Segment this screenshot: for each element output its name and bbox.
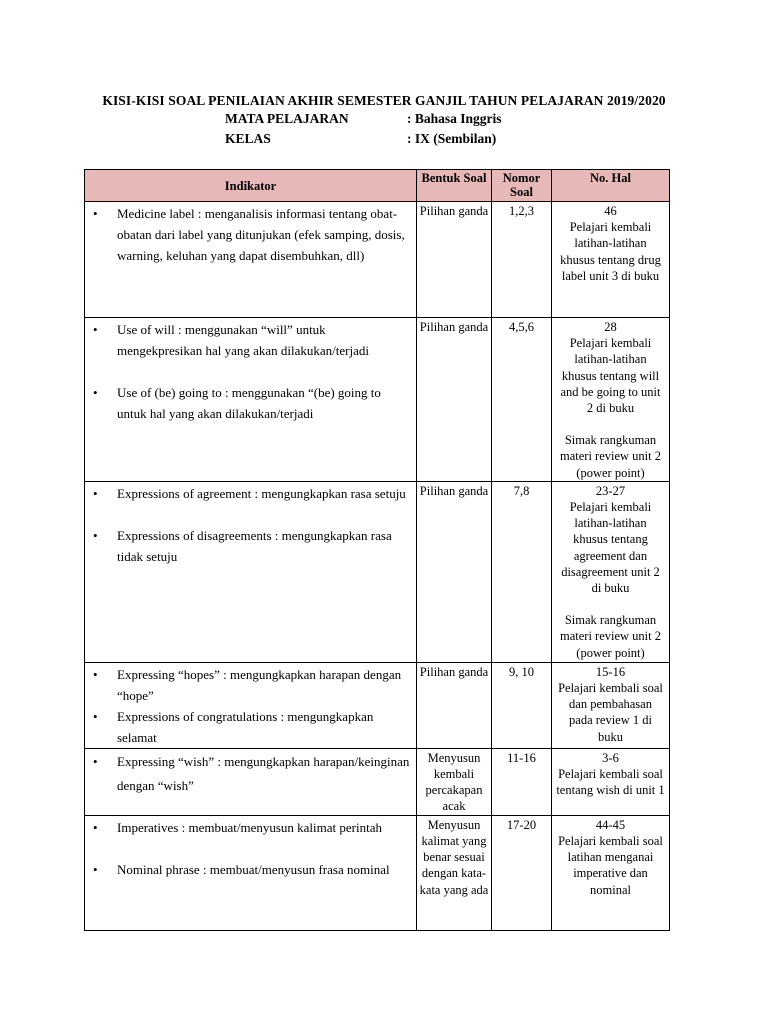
list-item: • Imperatives : membuat/menyusun kalimat perintah [117,817,410,838]
hal-note: Pelajari kembali soal latihan menganai imperative dan nominal [558,834,663,897]
list-item: • Expressions of disagreements : mengungkapkan rasa tidak setuju [117,525,410,567]
list-item: • Use of (be) going to : menggunakan “(be) going to untuk hal yang akan dilakukan/terjadi [117,382,410,424]
list-item: • Nominal phrase : membuat/menyusun frasa nominal [117,859,410,880]
nomor-cell: 7,8 [492,481,552,662]
bentuk-cell: Menyusun kembali percakapan acak [417,748,492,815]
hal-extra: Simak rangkuman materi review unit 2 (power point) [559,433,661,480]
hal-page: 44-45 [595,817,626,832]
kisi-kisi-table [84,169,670,931]
indikator-cell [85,318,417,482]
table-row [85,815,670,930]
bentuk-cell: Pilihan ganda [417,318,492,482]
indikator-cell [85,815,417,930]
list-item: • Expressing “hopes” : mengungkapkan harapan dengan “hope” [117,664,410,706]
subject-label: MATA PELAJARAN [225,111,349,126]
indikator-cell [85,202,417,318]
indikator-cell [85,662,417,748]
header-indikator: Indikator [85,170,417,202]
nomor-cell: 17-20 [492,815,552,930]
indikator-cell [85,481,417,662]
table-row [85,662,670,748]
bentuk-cell: Pilihan ganda [417,662,492,748]
hal-note: Pelajari kembali latihan-latihan khusus tentang agreement dan disagreement unit 2 di buku [561,500,660,596]
hal-page: 23-27 [595,483,626,498]
hal-cell [552,815,670,930]
bentuk-cell: Menyusun kalimat yang benar sesuai dengan kata-kata yang ada [417,815,492,930]
subject-row [225,111,502,127]
table-row [85,318,670,482]
nomor-cell: 4,5,6 [492,318,552,482]
subject-value: : Bahasa Inggris [407,111,502,126]
indikator-cell [85,748,417,815]
nomor-cell: 9, 10 [492,662,552,748]
nomor-cell: 11-16 [492,748,552,815]
hal-cell [552,318,670,482]
table-row [85,481,670,662]
bentuk-cell: Pilihan ganda [417,202,492,318]
document-title: KISI-KISI SOAL PENILAIAN AKHIR SEMESTER GANJIL TAHUN PELAJARAN 2019/2020 [102,93,666,108]
hal-page: 3-6 [602,750,619,765]
hal-cell [552,202,670,318]
table-row [85,748,670,815]
list-item: • Use of will : menggunakan “will” untuk mengekpresikan hal yang akan dilakukan/terjadi [117,319,410,361]
hal-cell [552,748,670,815]
hal-note: Pelajari kembali soal dan pembahasan pada review 1 di buku [558,681,663,744]
hal-cell [552,481,670,662]
class-value: : IX (Sembilan) [407,131,497,146]
header-bentuk-soal: Bentuk Soal [417,170,492,202]
hal-page: 28 [604,320,617,334]
hal-note: Pelajari kembali latihan-latihan khusus tentang will and be going to unit 2 di buku [560,336,661,416]
list-item: • Expressions of congratulations : mengungkapkan selamat [117,706,410,748]
list-item: • Medicine label : menganalisis informasi tentang obat-obatan dari label yang ditunjukan (efek samping, dosis, warning, keluhan yang dapat disembuhkan, dll) [117,203,410,266]
hal-page: 46 [604,204,617,218]
class-label: KELAS [225,131,271,146]
hal-extra: Simak rangkuman materi review unit 2 (power point) [559,613,661,660]
list-item: • Expressing “wish” : mengungkapkan harapan/keinginan dengan “wish” [117,750,410,798]
table-header-row [85,170,670,202]
header-no-hal: No. Hal [552,170,670,202]
table-row [85,202,670,318]
header-nomor-soal: Nomor Soal [492,170,552,202]
hal-cell [552,662,670,748]
list-item: • Expressions of agreement : mengungkapkan rasa setuju [117,483,410,504]
hal-note: Pelajari kembali soal tentang wish di unit 1 [556,767,665,798]
nomor-cell: 1,2,3 [492,202,552,318]
bentuk-cell: Pilihan ganda [417,481,492,662]
class-row [225,131,496,147]
hal-note: Pelajari kembali latihan-latihan khusus tentang drug label unit 3 di buku [560,220,661,283]
hal-page: 15-16 [595,664,626,679]
